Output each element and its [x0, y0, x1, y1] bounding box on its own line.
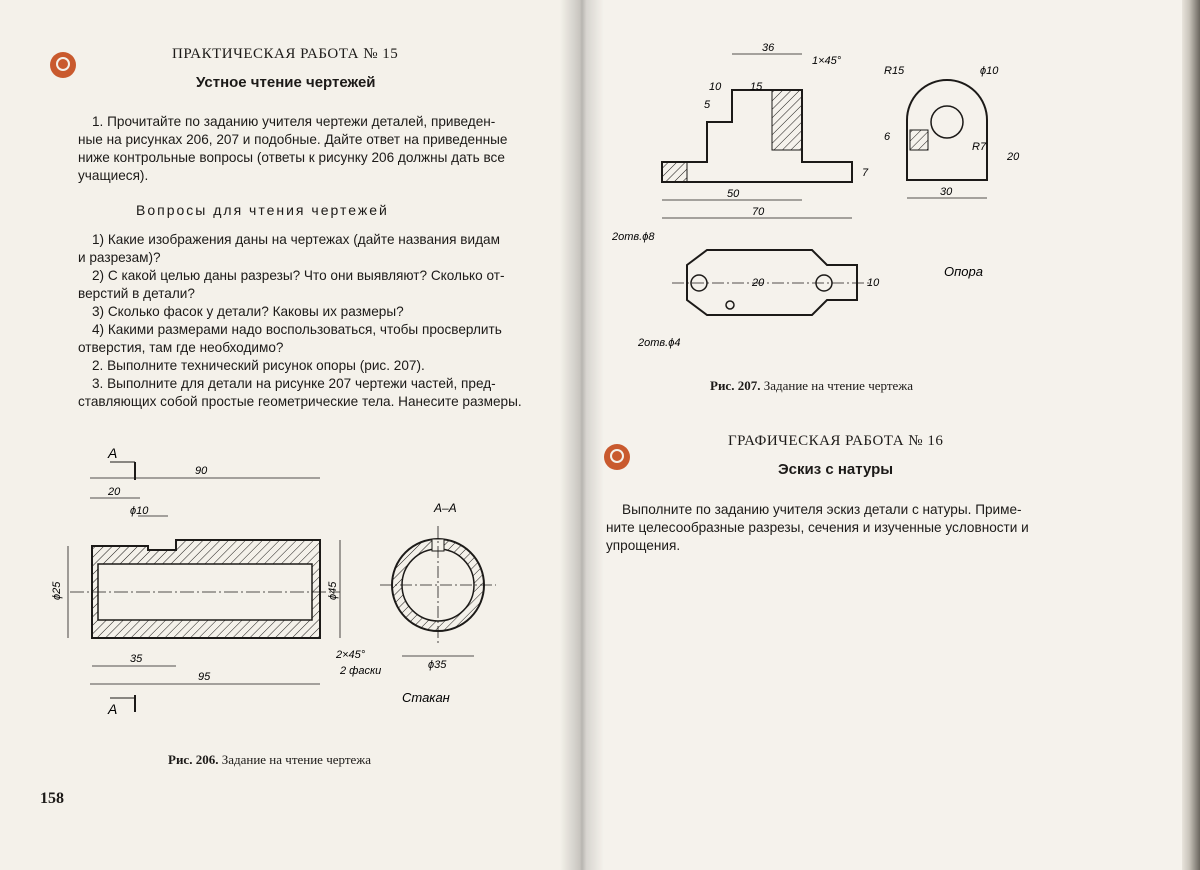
dim-chamfer: 2×45° — [336, 649, 366, 661]
dim-20-side: 20 — [1007, 151, 1020, 163]
dim-chamfer: 1×45° — [812, 55, 842, 67]
questions-title: Вопросы для чтения чертежей — [136, 202, 389, 218]
question-line: 3) Сколько фасок у детали? Каковы их размеры? — [92, 304, 404, 319]
page-edge — [1182, 0, 1200, 870]
dim-20: 20 — [108, 486, 121, 498]
support-front-view — [662, 90, 852, 182]
dim-35: 35 — [130, 653, 143, 665]
dim-chamfer-count: 2 фаски — [340, 665, 382, 677]
intro-line: 1. Прочитайте по заданию учителя чертежи деталей, приведен- — [92, 114, 496, 129]
question-line: 4) Какими размерами надо воспользоваться, чтобы просверлить — [92, 322, 502, 337]
dim-phi45: ϕ45 — [327, 581, 339, 600]
intro-line: ные на рисунках 206, 207 и подобные. Дайте ответ на приведенные — [78, 132, 508, 147]
dim-phi35: ϕ35 — [428, 659, 447, 671]
caption-text: Задание на чтение чертежа — [221, 752, 372, 767]
dim-phi10: ϕ10 — [130, 505, 149, 517]
dim-50: 50 — [727, 188, 740, 200]
support-hatched-section — [910, 130, 928, 150]
question-line: и разрезам)? — [78, 250, 161, 265]
question-line: отверстия, там где необходимо? — [78, 340, 284, 355]
left-page — [0, 0, 582, 870]
question-line: 2. Выполните технический рисунок опоры (рис. 207). — [92, 358, 425, 373]
right-page — [582, 0, 1182, 870]
dim-36: 36 — [762, 42, 775, 54]
part-name-cup: Стакан — [402, 690, 450, 705]
dim-20-top: 20 — [752, 277, 765, 289]
support-hatched-section — [662, 162, 687, 182]
graphic-work-subheader: Эскиз с натуры — [778, 461, 894, 478]
caption-text: Задание на чтение чертежа — [763, 378, 914, 393]
body-line: Выполните по заданию учителя эскиз детали с натуры. Приме- — [622, 502, 1022, 517]
support-bore — [931, 106, 963, 138]
dim-10: 10 — [709, 81, 722, 93]
intro-line: ниже контрольные вопросы (ответы к рисунку 206 должны дать все — [78, 150, 505, 165]
body-line: ните целесообразные разрезы, сечения и изученные условности и — [606, 520, 1029, 535]
dim-15: 15 — [750, 81, 763, 93]
dim-holes-phi4: 2отв.ϕ4 — [638, 337, 681, 349]
question-line: 1) Какие изображения даны на чертежах (дайте названия видам — [92, 232, 500, 247]
question-line: 3. Выполните для детали на рисунке 207 чертежи частей, пред- — [92, 376, 496, 391]
question-line: 2) С какой целью даны разрезы? Что они выявляют? Сколько от- — [92, 268, 505, 283]
figure-206-drawing — [40, 440, 540, 740]
dim-6: 6 — [884, 131, 891, 143]
dim-5: 5 — [704, 99, 711, 111]
dim-70: 70 — [752, 206, 765, 218]
support-hatched-section — [772, 90, 802, 150]
dim-10-top: 10 — [867, 277, 880, 289]
dim-r7: R7 — [972, 141, 987, 153]
dim-30: 30 — [940, 186, 953, 198]
body-line: упрощения. — [606, 538, 681, 553]
section-mark-bottom: A — [108, 701, 118, 717]
question-line: верстий в детали? — [78, 286, 195, 301]
graphic-work-logo-icon — [604, 444, 630, 470]
section-aa-label: A–A — [434, 501, 457, 515]
hole-phi4 — [726, 301, 734, 309]
dim-r15: R15 — [884, 65, 905, 77]
figure-207-caption — [710, 378, 913, 394]
figure-207-drawing — [612, 40, 1082, 360]
dim-holes-phi8: 2отв.ϕ8 — [612, 231, 655, 243]
caption-num: Рис. 206. — [168, 752, 219, 767]
dim-phi25: ϕ25 — [51, 581, 63, 600]
part-name-support: Опора — [944, 264, 983, 279]
dim-phi10: ϕ10 — [980, 65, 999, 77]
book-spine-shadow — [560, 0, 604, 870]
question-line: ставляющих собой простые геометрические тела. Нанесите размеры. — [78, 394, 522, 409]
practical-work-subheader: Устное чтение чертежей — [196, 74, 376, 91]
caption-num: Рис. 207. — [710, 378, 761, 393]
figure-206-caption — [168, 752, 371, 768]
practical-work-logo-icon — [50, 52, 76, 78]
practical-work-header: ПРАКТИЧЕСКАЯ РАБОТА № 15 — [172, 46, 399, 62]
intro-line: учащиеся). — [78, 168, 149, 183]
section-mark-top: A — [108, 445, 118, 461]
dim-7: 7 — [862, 167, 869, 179]
page-number: 158 — [40, 790, 64, 807]
dim-90: 90 — [195, 465, 208, 477]
dim-95: 95 — [198, 671, 211, 683]
graphic-work-header: ГРАФИЧЕСКАЯ РАБОТА № 16 — [728, 433, 944, 449]
